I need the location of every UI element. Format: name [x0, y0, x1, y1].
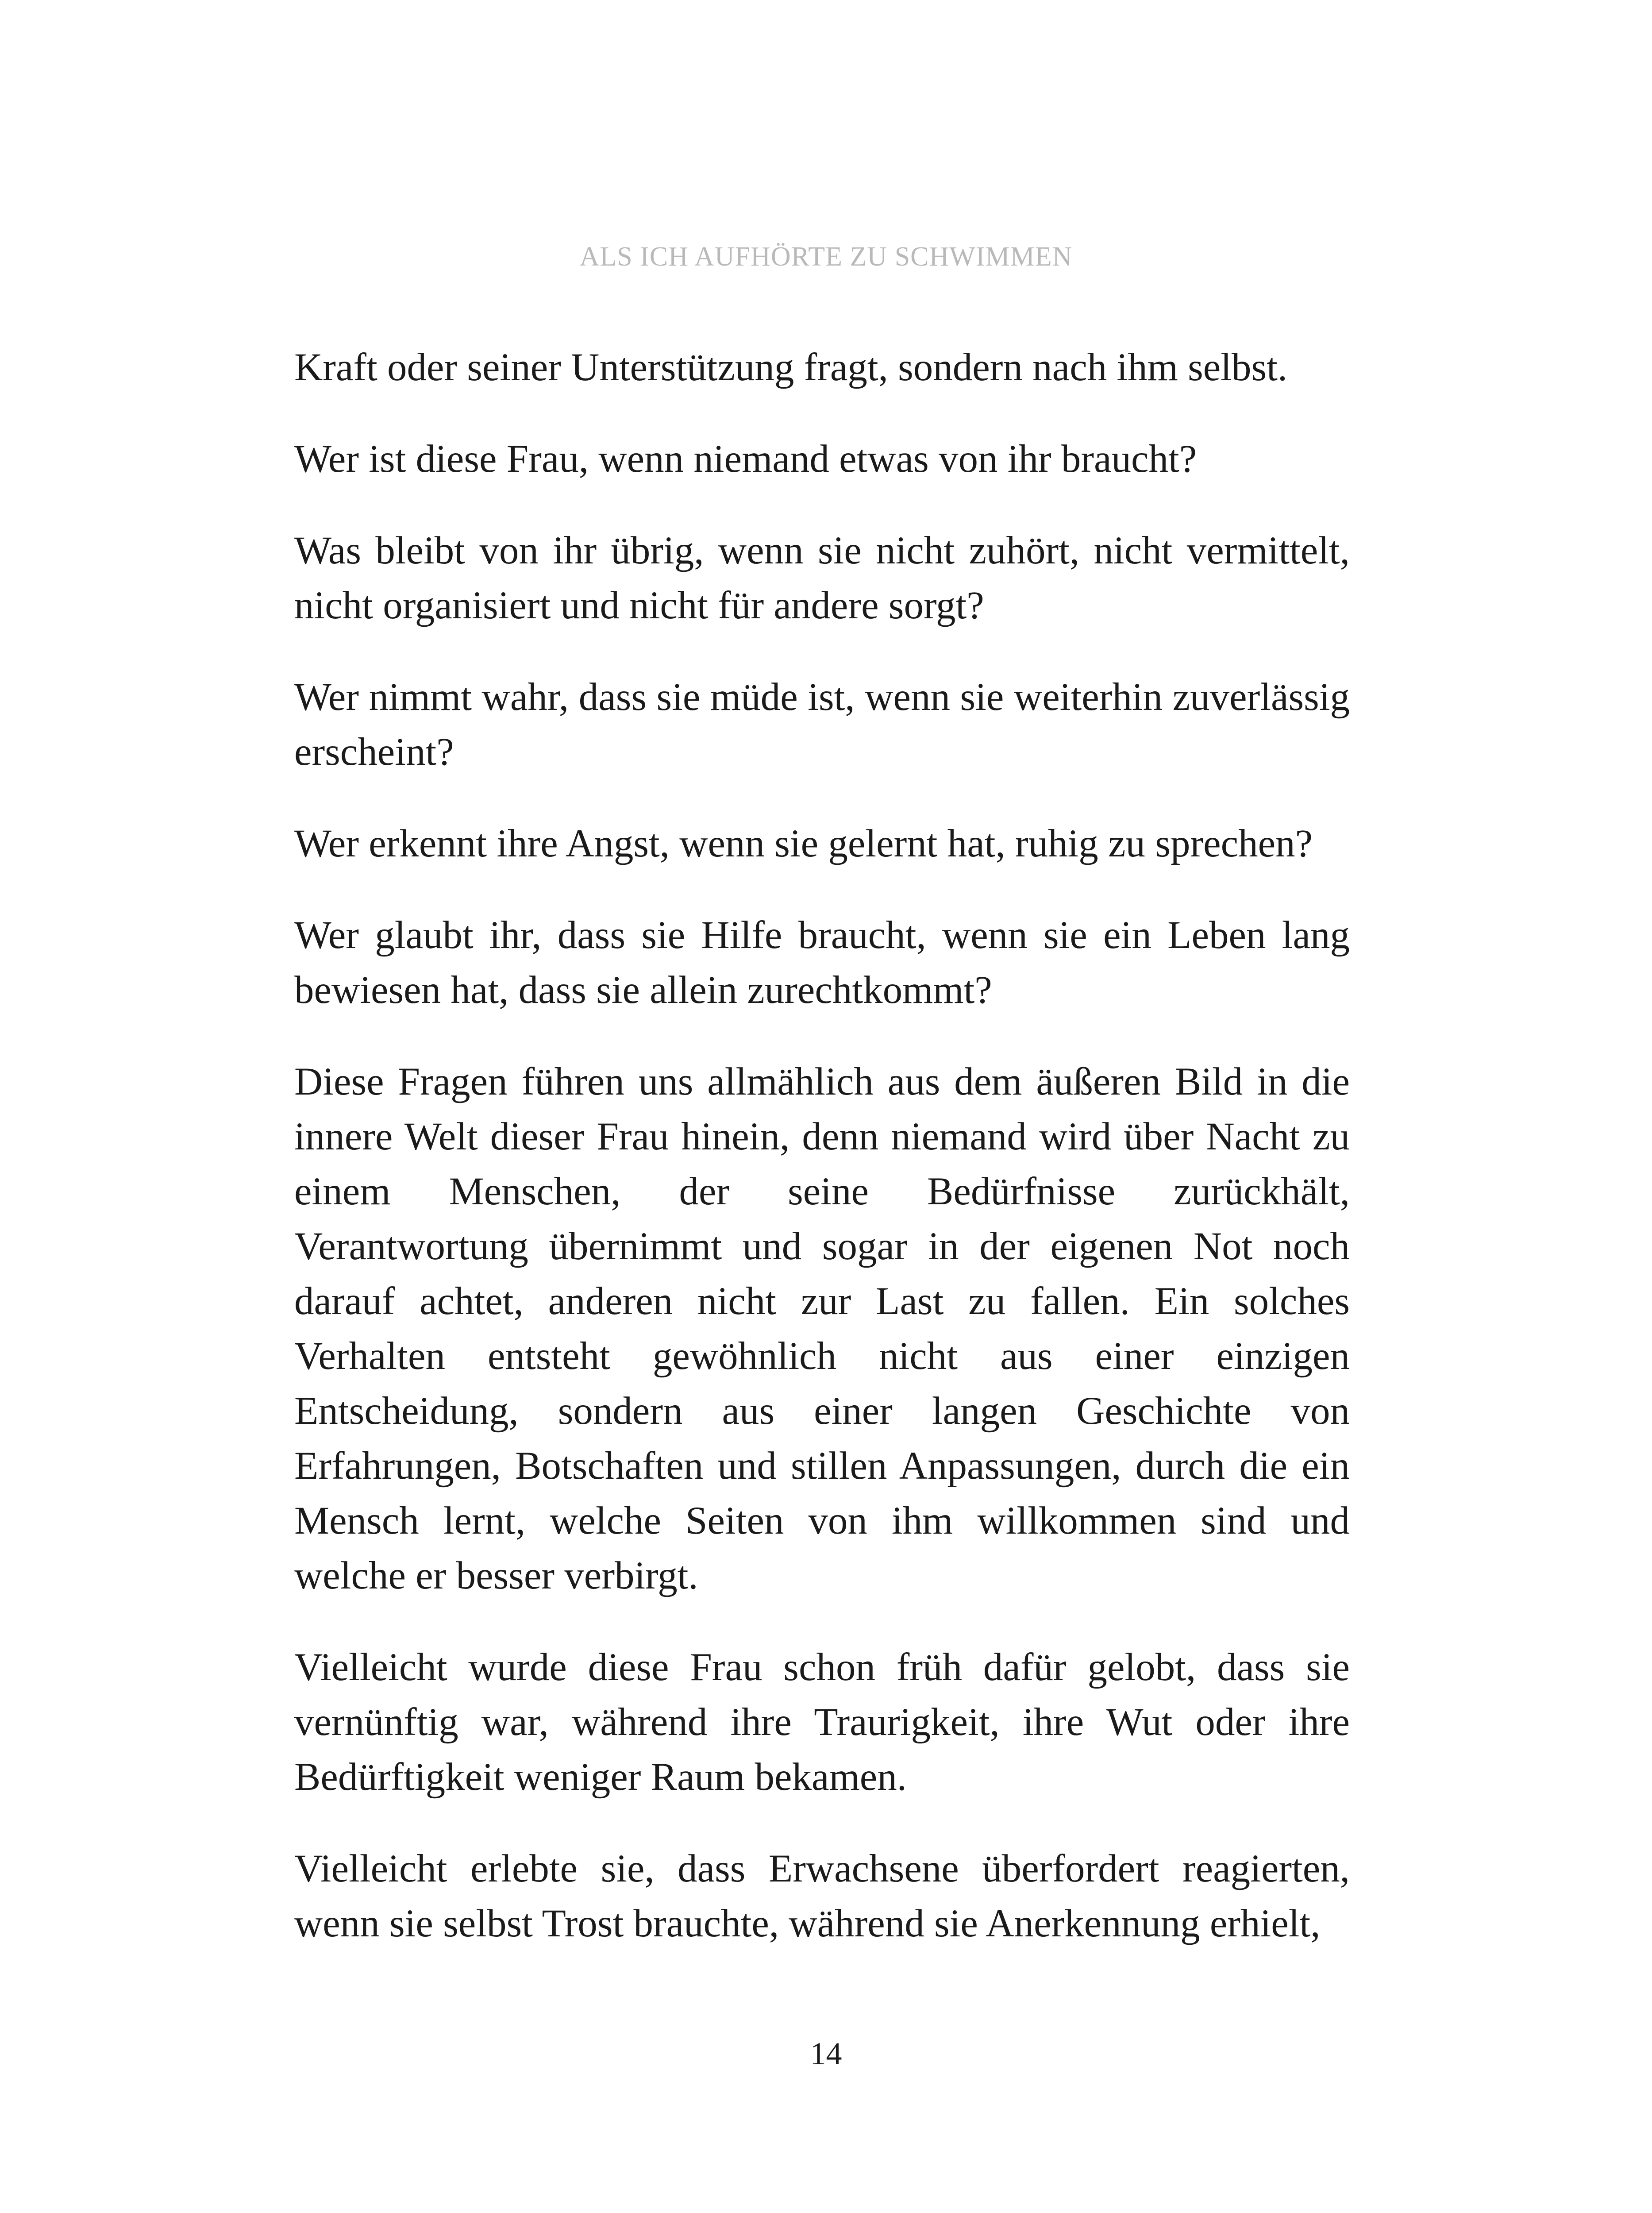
- paragraph: Kraft oder seiner Unterstützung fragt, sondern nach ihm selbst.: [294, 346, 1288, 389]
- paragraph: Wer ist diese Frau, wenn niemand etwas von ihr braucht?: [294, 437, 1197, 481]
- page-number: 14: [810, 2036, 842, 2071]
- body-text: [294, 340, 1350, 1951]
- paragraph: Wer erkennt ihre Angst, wenn sie gelernt hat, ruhig zu sprechen?: [294, 822, 1313, 865]
- paragraph: Wer glaubt ihr, dass sie Hilfe braucht, wenn sie ein Leben lang bewiesen hat, dass sie allein zurechtkommt?: [294, 914, 1350, 1012]
- paragraph: Was bleibt von ihr übrig, wenn sie nicht zuhört, nicht vermittelt, nicht organisiert und nicht für andere sorgt?: [294, 529, 1350, 627]
- paragraph: Vielleicht wurde diese Frau schon früh dafür gelobt, dass sie vernünftig war, während ihre Traurigkeit, ihre Wut oder ihre Bedürftigkeit weniger Raum bekamen.: [294, 1646, 1350, 1799]
- running-header: ALS ICH AUFHÖRTE ZU SCHWIMMEN: [579, 242, 1073, 272]
- paragraph: Diese Fragen führen uns allmählich aus dem äußeren Bild in die innere Welt dieser Frau hinein, denn niemand wird über Nacht zu einem Menschen, der seine Bedürfnisse zurückhält, Verantwortung übernimmt und sogar in der eigenen Not noch darauf achtet, anderen nicht zur Last zu fallen. Ein solches Verhalten entsteht gewöhnlich nicht aus einer einzigen Entscheidung, sondern aus einer langen Geschichte von Erfahrungen, Botschaften und stillen Anpassungen, durch die ein Mensch lernt, welche Seiten von ihm willkommen sind und welche er besser verbirgt.: [294, 1060, 1350, 1597]
- paragraph: Wer nimmt wahr, dass sie müde ist, wenn sie weiterhin zuverlässig erscheint?: [294, 675, 1350, 774]
- paragraph: Vielleicht erlebte sie, dass Erwachsene überfordert reagierten, wenn sie selbst Trost brauchte, während sie Anerkennung erhielt,: [294, 1847, 1350, 1945]
